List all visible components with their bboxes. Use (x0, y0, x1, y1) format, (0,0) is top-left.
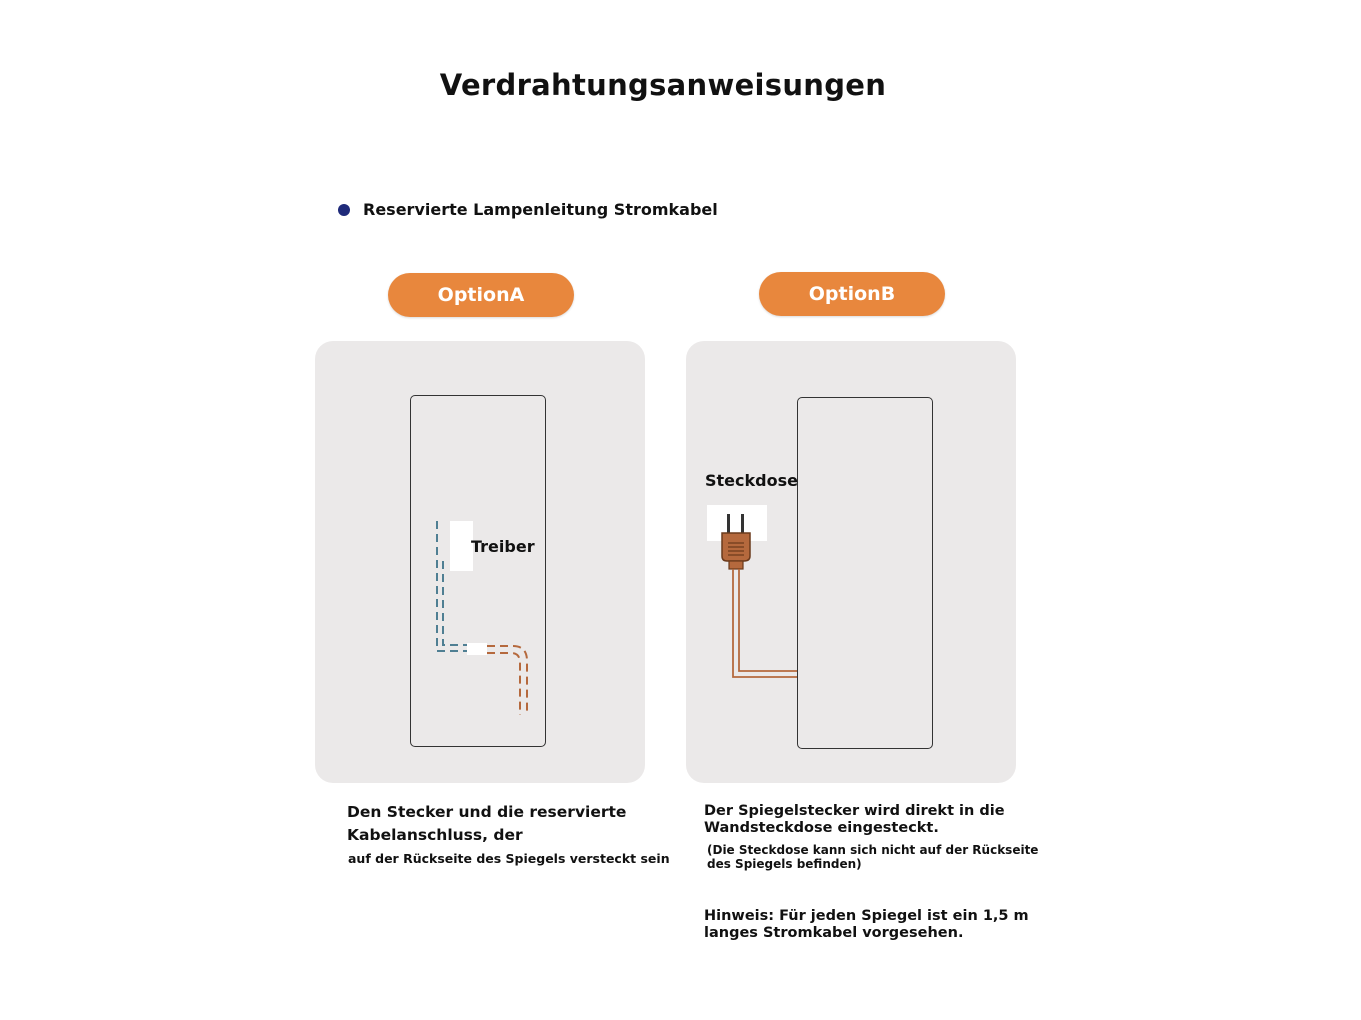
wiring-b (686, 341, 1016, 783)
option-a-subcaption: auf der Rückseite des Spiegels versteckt sein (348, 851, 670, 866)
wire-blue-inner (443, 561, 467, 645)
legend-row (338, 200, 718, 219)
wire-brown-inner (487, 653, 520, 715)
page-title: Verdrahtungsanweisungen (439, 68, 887, 102)
option-b-subcaption: (Die Steckdose kann sich nicht auf der Rückseite des Spiegels befinden) (707, 843, 1039, 871)
wiring-a (315, 341, 645, 783)
note-text: Hinweis: Für jeden Spiegel ist ein 1,5 m langes Stromkabel vorgesehen. (704, 908, 1029, 941)
socket-label: Steckdose (705, 471, 798, 490)
option-a-caption: Den Stecker und die reservierte Kabelanschluss, der (347, 803, 627, 844)
option-b-diagram (686, 341, 1016, 783)
legend-text: Reservierte Lampenleitung Stromkabel (363, 200, 718, 219)
wire-blue-outer (437, 521, 467, 651)
driver-label: Treiber (471, 537, 535, 556)
plug-icon (722, 514, 750, 569)
bullet-dot-icon (338, 204, 350, 216)
option-a-badge: OptionA (388, 273, 574, 317)
wire-connector (467, 643, 487, 655)
power-cable (733, 569, 797, 677)
option-a-diagram (315, 341, 645, 783)
option-b-caption: Der Spiegelstecker wird direkt in die Wandsteckdose eingesteckt. (704, 803, 1005, 836)
option-b-badge: OptionB (759, 272, 945, 316)
